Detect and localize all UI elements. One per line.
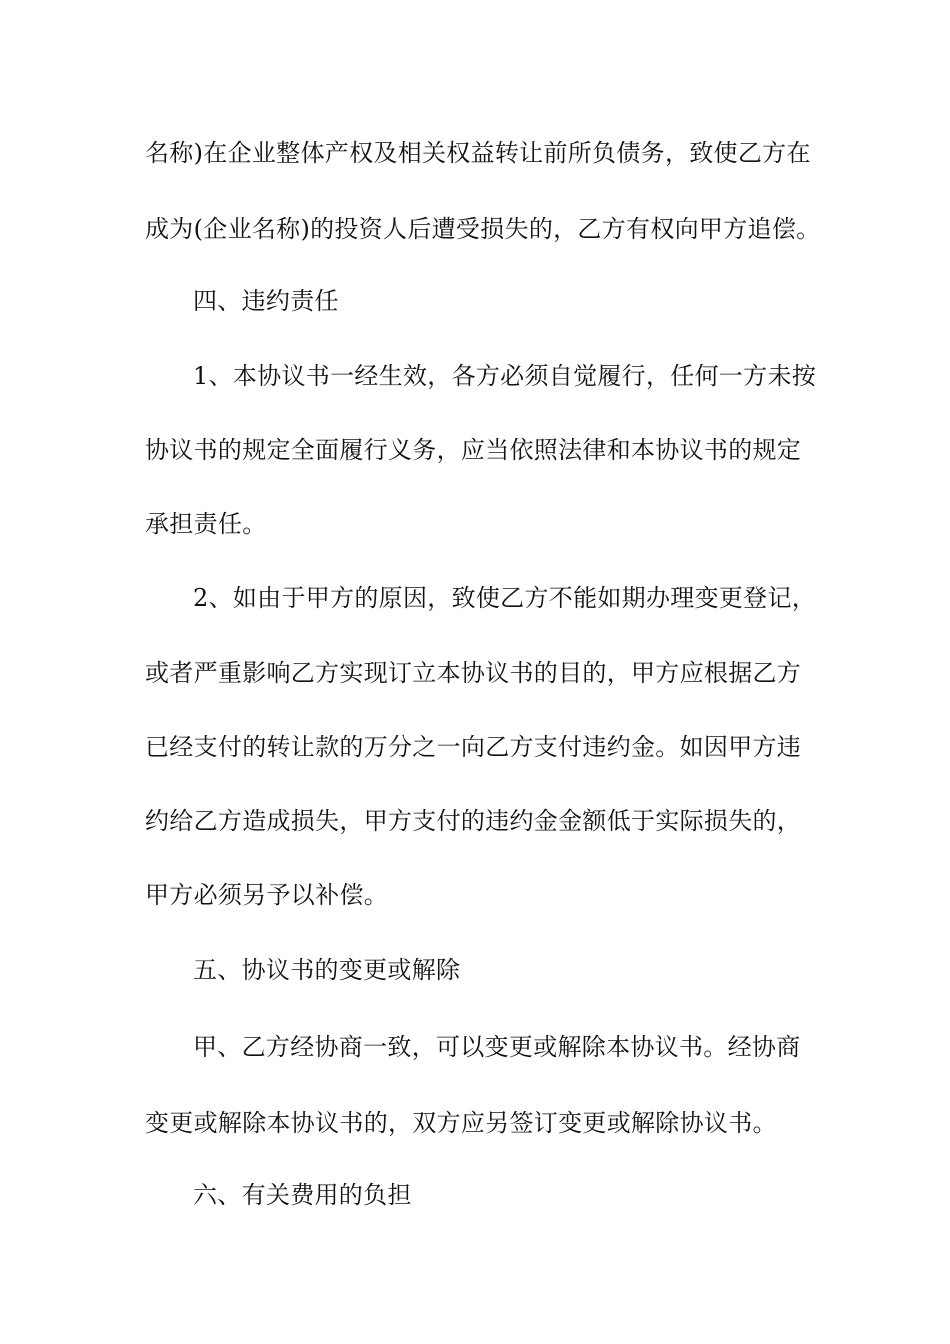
text-line: 2、如由于甲方的原因，致使乙方不能如期办理变更登记， [193,584,817,612]
text-line: 甲、乙方经协商一致，可以变更或解除本协议书。经协商 [193,1033,801,1061]
text-line: 约给乙方造成损失，甲方支付的违约金金额低于实际损失的， [145,807,802,835]
section-heading: 五、协议书的变更或解除 [193,956,461,984]
section-heading: 四、违约责任 [193,287,339,315]
text-line: 变更或解除本协议书的，双方应另签订变更或解除协议书。 [145,1109,777,1137]
section-heading: 六、有关费用的负担 [193,1181,412,1209]
text-line: 名称)在企业整体产权及相关权益转让前所负债务，致使乙方在 [145,139,811,167]
text-line: 或者严重影响乙方实现订立本协议书的目的，甲方应根据乙方 [145,659,802,687]
text-line: 甲方必须另予以补偿。 [145,881,388,909]
text-line: 1、本协议书一经生效，各方必须自觉履行，任何一方未按 [193,362,817,390]
text-line: 成为(企业名称)的投资人后遭受损失的，乙方有权向甲方追偿。 [145,215,821,243]
text-line: 已经支付的转让款的万分之一向乙方支付违约金。如因甲方违 [145,733,802,761]
text-line: 协议书的规定全面履行义务，应当依照法律和本协议书的规定 [145,436,802,464]
text-line: 承担责任。 [145,510,267,538]
